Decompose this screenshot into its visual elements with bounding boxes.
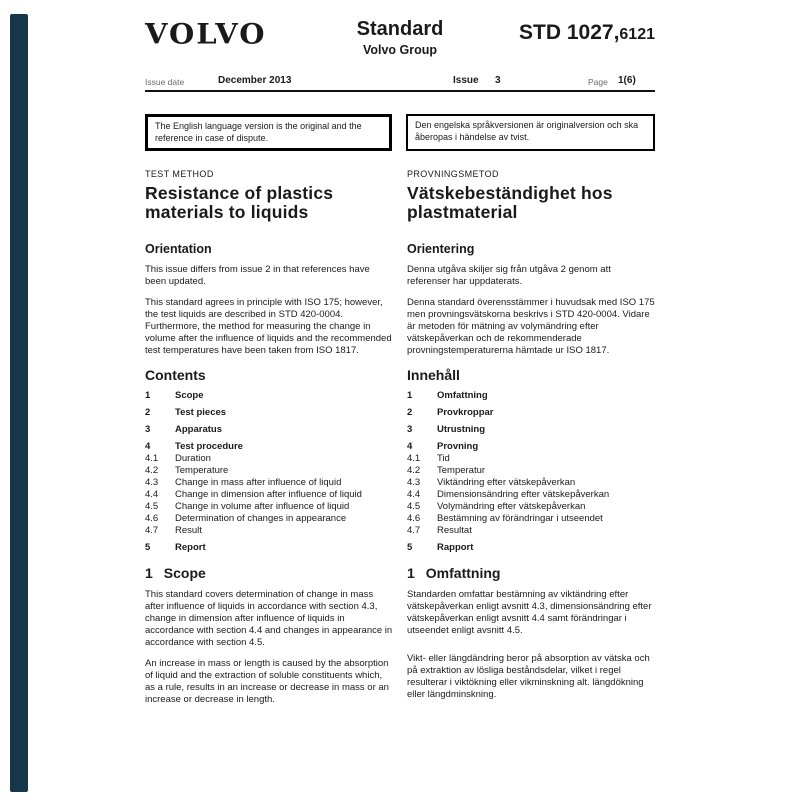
left-accent-bar <box>10 14 28 792</box>
toc-entry-number: 4 <box>407 441 413 452</box>
toc-entry <box>145 441 393 453</box>
title-line: plastmaterial <box>407 202 518 222</box>
toc-entry-label: Omfattning <box>437 390 488 401</box>
toc-entry-label: Tid <box>437 453 450 464</box>
disclaimer-swedish: Den engelska språkversionen är originalversion och ska åberopas i händelse av tvist. <box>406 114 655 151</box>
paragraph: Standarden omfattar bestämning av viktändring efter vätskepåverkan enligt avsnitt 4.3, dimensionsändring efter vätskepåverkan enligt avsnitt 4.4 samt förändringar i utseendet enligt avsnitt 4.5. <box>407 589 652 636</box>
paragraph: This standard covers determination of change in mass after influence of liquids in accordance with section 4.3, change in dimension after influence of liquids in accordance with section 4.4 and changes in appearance in accordance with section 4.5. <box>145 589 393 648</box>
issue-label: Issue <box>453 75 479 86</box>
toc-entry-label: Dimensionsändring efter vätskepåverkan <box>437 489 610 500</box>
toc-entry-label: Provning <box>437 441 479 452</box>
toc-entry-label: Viktändring efter vätskepåverkan <box>437 477 576 488</box>
toc-entry <box>145 465 393 477</box>
toc-entry-label: Volymändring efter vätskepåverkan <box>437 501 586 512</box>
issue-number: 3 <box>495 75 501 86</box>
toc-entry-label: Test pieces <box>175 407 227 418</box>
title-line: materials to liquids <box>145 202 309 222</box>
section1-heading-sv <box>407 565 655 581</box>
toc-entry <box>145 453 393 465</box>
toc-entry <box>407 424 655 436</box>
toc-entry <box>407 489 655 501</box>
paragraph: Vikt- eller längdändring beror på absorption av vätska och på extraktion av lösliga beståndsdelar, vilket i regel resulterar i viktökning eller vikminskning alt. längdökning eller längdminskning. <box>407 653 650 700</box>
orientation-heading-sv: Orientering <box>407 242 475 256</box>
toc-entry <box>407 525 655 537</box>
section1-paragraphs-en <box>145 589 393 706</box>
toc-entry-label: Resultat <box>437 525 472 536</box>
toc-entry-label: Change in mass after influence of liquid <box>175 477 342 488</box>
contents-heading-sv: Innehåll <box>407 367 460 383</box>
toc-entry-label: Rapport <box>437 542 474 553</box>
section1-number-sv: 1 <box>407 565 415 581</box>
toc-entry <box>145 489 393 501</box>
paragraph: This standard agrees in principle with ISO 175; however, the test liquids are described in STD 420-0004. Furthermore, the method for measuring the change in volume after the influence of liquids and the recommended test temperatures have been taken from ISO 1817. <box>145 297 392 356</box>
toc-entry-number: 4.6 <box>145 513 159 524</box>
method-kicker-sv: PROVNINGSMETOD <box>407 169 499 179</box>
orientation-paragraphs-sv <box>407 264 655 357</box>
document-page <box>145 16 655 715</box>
toc-entry-number: 4.7 <box>407 525 421 536</box>
toc-entry-label: Provkroppar <box>437 407 494 418</box>
toc-entry <box>145 501 393 513</box>
toc-entry-number: 3 <box>145 424 151 435</box>
toc-entry-number: 4.5 <box>145 501 159 512</box>
toc-entry <box>145 390 393 402</box>
toc-entry <box>407 465 655 477</box>
column-english <box>145 169 393 715</box>
section1-title-sv: Omfattning <box>425 565 501 581</box>
masthead <box>145 16 655 72</box>
paragraph: Denna utgåva skiljer sig från utgåva 2 genom att referenser har uppdaterats. <box>407 264 611 287</box>
toc-entry-number: 4.4 <box>407 489 421 500</box>
title-line: Resistance of plastics <box>145 183 334 203</box>
document-title-en <box>145 184 393 222</box>
toc-entry <box>145 525 393 537</box>
contents-heading-en: Contents <box>145 367 206 383</box>
toc-entry-label: Temperatur <box>437 465 486 476</box>
volvo-logo: VOLVO <box>145 18 267 51</box>
toc-entry <box>407 513 655 525</box>
toc-entry-label: Determination of changes in appearance <box>175 513 347 524</box>
orientation-paragraphs-en <box>145 264 393 357</box>
organization-name: Volvo Group <box>362 43 438 57</box>
toc-entry-label: Report <box>175 542 206 553</box>
standard-number-main: STD 1027, <box>519 21 620 44</box>
meta-row <box>145 72 655 92</box>
toc-entry <box>407 477 655 489</box>
toc-entry-number: 4.2 <box>407 465 421 476</box>
paragraph: Denna standard överensstämmer i huvudsak med ISO 175 men provningsvätskorna beskrivs i STD 420-0004. Vidare är metoden för mätning av volymändring efter vätskepåverkan och de rekommenderade provningstemperaturerna hämtade ur ISO 1817. <box>407 297 655 356</box>
standard-number <box>519 21 655 45</box>
content-columns <box>145 169 655 715</box>
toc-entry-label: Apparatus <box>175 424 222 435</box>
toc-entry-number: 2 <box>407 407 413 418</box>
toc-entry-label: Temperature <box>175 465 229 476</box>
section1-title-en: Scope <box>163 565 206 581</box>
toc-entry-label: Duration <box>175 453 211 464</box>
method-kicker-en: TEST METHOD <box>145 169 214 179</box>
document-title-sv <box>407 184 655 222</box>
toc-entry <box>407 453 655 465</box>
section1-paragraphs-sv <box>407 589 655 701</box>
toc-entry <box>145 477 393 489</box>
toc-entry-label: Bestämning av förändringar i utseendet <box>437 513 603 524</box>
disclaimer-row <box>145 114 655 151</box>
toc-entry-number: 4.6 <box>407 513 421 524</box>
toc-entry <box>145 513 393 525</box>
toc-entry-label: Scope <box>175 390 204 401</box>
toc-entry-label: Result <box>175 525 202 536</box>
toc-entry <box>145 407 393 419</box>
toc-entry-number: 4.1 <box>145 453 159 464</box>
toc-entry-number: 5 <box>145 542 151 553</box>
toc-entry-number: 4.4 <box>145 489 159 500</box>
toc-entry-number: 4.5 <box>407 501 421 512</box>
toc-entry-number: 4.2 <box>145 465 159 476</box>
toc-entry-number: 1 <box>145 390 151 401</box>
contents-list-en <box>145 390 393 554</box>
toc-entry-label: Test procedure <box>175 441 243 452</box>
toc-entry-number: 3 <box>407 424 413 435</box>
toc-entry <box>407 542 655 554</box>
toc-entry-number: 4.7 <box>145 525 159 536</box>
toc-entry-number: 4.3 <box>145 477 159 488</box>
section1-number-en: 1 <box>145 565 153 581</box>
toc-entry <box>145 424 393 436</box>
column-swedish <box>407 169 655 715</box>
page-label: Page <box>588 77 608 87</box>
toc-entry-label: Change in dimension after influence of liquid <box>175 489 362 500</box>
standard-number-suffix: 6121 <box>619 26 655 43</box>
orientation-heading-en: Orientation <box>145 242 212 256</box>
toc-entry <box>145 542 393 554</box>
title-line: Vätskebeständighet hos <box>407 183 613 203</box>
toc-entry-number: 1 <box>407 390 413 401</box>
toc-entry-label: Change in volume after influence of liquid <box>175 501 350 512</box>
toc-entry-number: 4.3 <box>407 477 421 488</box>
toc-entry <box>407 390 655 402</box>
toc-entry-number: 5 <box>407 542 413 553</box>
toc-entry <box>407 501 655 513</box>
toc-entry <box>407 407 655 419</box>
toc-entry <box>407 441 655 453</box>
toc-entry-number: 4.1 <box>407 453 421 464</box>
paragraph: An increase in mass or length is caused by the absorption of liquid and the extraction of soluble constituents which, as a rule, results in an increase or decrease in mass or an increase or decrease in length. <box>145 658 389 705</box>
disclaimer-english: The English language version is the original and the reference in case of dispute. <box>145 114 392 151</box>
paragraph: This issue differs from issue 2 in that references have been updated. <box>145 264 370 287</box>
toc-entry-number: 2 <box>145 407 151 418</box>
toc-entry-number: 4 <box>145 441 151 452</box>
toc-entry-label: Utrustning <box>437 424 486 435</box>
issue-date-value: December 2013 <box>218 75 292 86</box>
issue-date-label: Issue date <box>145 77 185 87</box>
document-type: Standard <box>356 18 444 40</box>
page-number: 1(6) <box>618 75 636 86</box>
section1-heading-en <box>145 565 393 581</box>
contents-list-sv <box>407 390 655 554</box>
